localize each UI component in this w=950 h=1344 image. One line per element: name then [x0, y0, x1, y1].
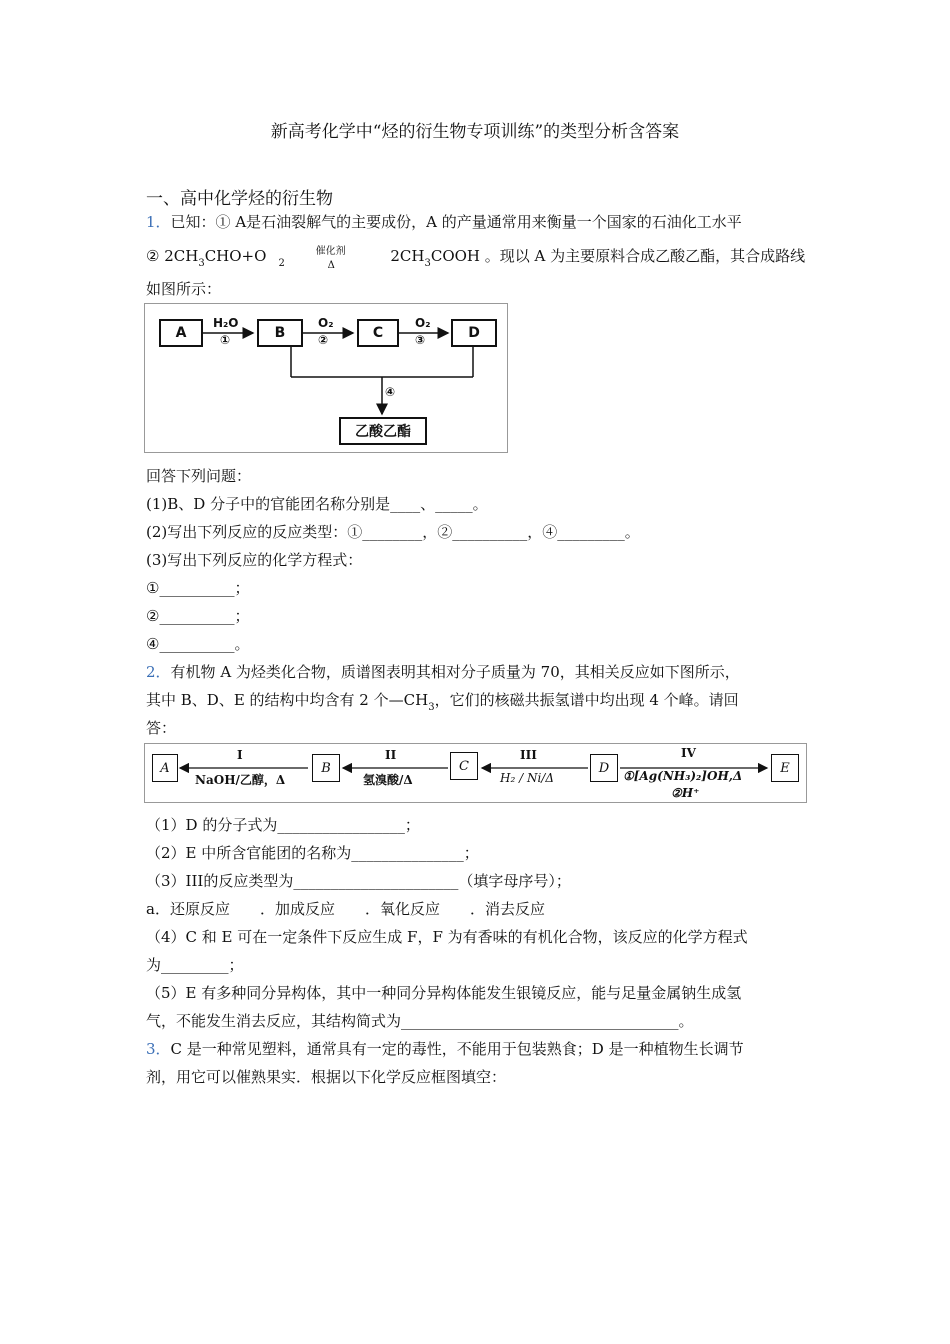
r1-reagent: H₂O [213, 316, 239, 330]
q1-line-9: ②__________； [146, 607, 250, 625]
q2-line-3: 答： [146, 719, 177, 737]
step-4-condition-2: ②H⁺ [671, 786, 700, 800]
q3-line-2: 剂，用它可以催熟果实．根据以下化学反应框图填空： [146, 1068, 507, 1086]
q2-line-7: a．还原反应 ．加成反应 ．氧化反应 ．消去反应 [146, 900, 545, 918]
step-4-label: IV [681, 746, 696, 760]
r2-label: ② [318, 333, 329, 347]
q3-number: 3． [146, 1040, 171, 1058]
reaction-scheme-diagram [144, 743, 807, 803]
step-2-condition: 氢溴酸/Δ [363, 773, 413, 787]
q1-line-10: ④__________。 [146, 635, 250, 653]
q2-line-1: 2．有机物 A 为烃类化合物，质谱图表明其相对分子质量为 70，其相关反应如下图所示， [146, 663, 740, 681]
node-E: E [771, 754, 799, 782]
q2-line-9: 为_________； [146, 956, 244, 974]
r2-reagent: O₂ [318, 316, 334, 330]
q2-line-8: （4）C 和 E 可在一定条件下反应生成 F，F 为有香味的有机化合物，该反应的化学方程式 [146, 928, 748, 946]
catalyst-arrow: 催化剂 Δ [315, 246, 346, 271]
q2-line-4: （1）D 的分子式为_________________； [146, 816, 420, 834]
r3-reagent: O₂ [415, 316, 431, 330]
box-D: D [451, 319, 497, 347]
step-1-condition: NaOH/乙醇，Δ [195, 773, 286, 787]
q2-line-6: （3）III的反应类型为______________________（填字母序号）； [146, 872, 571, 890]
q1-line-7: (3)写出下列反应的化学方程式： [146, 551, 363, 569]
section-heading: 一、高中化学烃的衍生物 [146, 189, 333, 209]
q2-line-10: （5）E 有多种同分异构体，其中一种同分异构体能发生银镜反应，能与足量金属钠生成氢 [146, 984, 742, 1002]
r1-label: ① [220, 333, 231, 347]
q1-line-3: 如图所示： [146, 280, 222, 298]
step-2-label: II [385, 748, 397, 762]
q1-line-5: (1)B、D 分子中的官能团名称分别是____、_____。 [146, 495, 488, 513]
step-3-condition: H₂ / Ni/Δ [500, 771, 554, 785]
node-D: D [590, 754, 618, 782]
box-A: A [159, 319, 203, 347]
q1-line-6: (2)写出下列反应的反应类型：①________，②__________，④_________。 [146, 523, 640, 541]
q1-line-2: ② $2CH_3CHO+O$ $_2$ 催化剂 Δ $2CH_3COOH$ 。现以 A 为主要原料合成乙酸乙酯，其合成路线 [146, 246, 806, 271]
r4-label: ④ [385, 385, 396, 399]
step-4-condition-1: ①[Ag(NH₃)₂]OH,Δ [623, 769, 743, 783]
q2-line-5: （2）E 中所含官能团的名称为_______________； [146, 844, 479, 862]
q1-line-4: 回答下列问题： [146, 467, 252, 485]
q3-line-1: 3．C 是一种常见塑料，通常具有一定的毒性，不能用于包装熟食；D 是一种植物生长调节 [146, 1040, 744, 1058]
r3-label: ③ [415, 333, 426, 347]
q1-line-1: 1．已知：① A是石油裂解气的主要成份，A 的产量通常用来衡量一个国家的石油化工水平 [146, 213, 742, 231]
box-product: 乙酸乙酯 [339, 417, 427, 445]
q1-number: 1． [146, 213, 171, 231]
q2-number: 2． [146, 663, 171, 681]
node-C: C [450, 752, 478, 780]
q2-line-11: 气，不能发生消去反应，其结构简式为_____________________________________。 [146, 1012, 694, 1030]
box-C: C [357, 319, 399, 347]
step-3-label: III [520, 748, 537, 762]
q2-line-2: 其中 B、D、E 的结构中均含有 2 个$—CH_3$，它们的核磁共振氢谱中均出现 4 个峰。请回 [146, 691, 739, 713]
node-A: A [152, 754, 178, 782]
page-title: 新高考化学中“烃的衍生物专项训练”的类型分析含答案 [270, 122, 680, 142]
box-B: B [257, 319, 303, 347]
step-1-label: I [237, 748, 243, 762]
q1-line-8: ①__________； [146, 579, 250, 597]
synthesis-route-diagram [144, 303, 508, 453]
node-B: B [312, 754, 340, 782]
